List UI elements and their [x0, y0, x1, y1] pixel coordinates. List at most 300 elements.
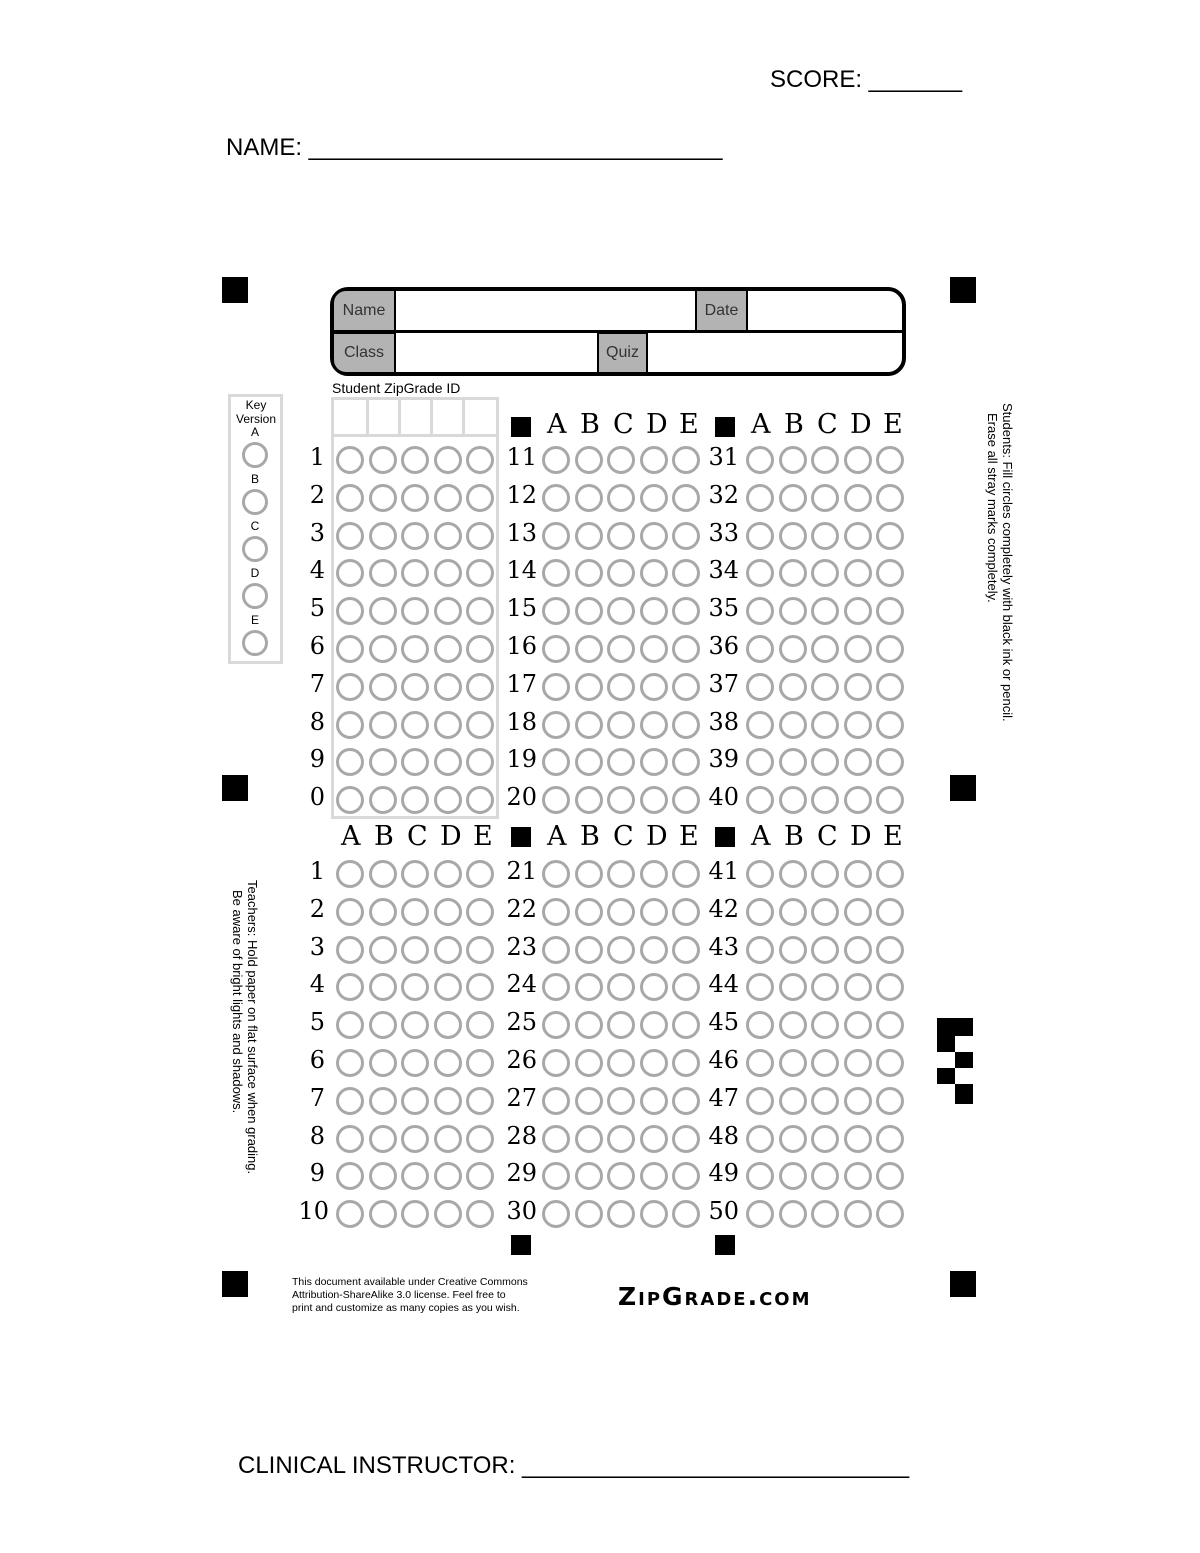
question-bubble-48-A[interactable] — [746, 1125, 774, 1153]
student-id-bubble-2-C[interactable] — [401, 484, 429, 512]
question-bubble-35-C[interactable] — [811, 597, 839, 625]
question-bubble-32-D[interactable] — [844, 484, 872, 512]
question-bubble-35-A[interactable] — [746, 597, 774, 625]
question-bubble-13-E[interactable] — [672, 522, 700, 550]
question-bubble-17-D[interactable] — [640, 673, 668, 701]
student-id-bubble-5-D[interactable] — [434, 597, 462, 625]
student-id-bubble-7-C[interactable] — [401, 673, 429, 701]
date-field[interactable] — [748, 290, 898, 330]
question-bubble-6-C[interactable] — [401, 1049, 429, 1077]
question-bubble-50-C[interactable] — [811, 1200, 839, 1228]
question-bubble-9-A[interactable] — [336, 1162, 364, 1190]
question-bubble-33-C[interactable] — [811, 522, 839, 550]
question-bubble-12-D[interactable] — [640, 484, 668, 512]
question-bubble-15-C[interactable] — [607, 597, 635, 625]
question-bubble-5-C[interactable] — [401, 1011, 429, 1039]
question-bubble-23-E[interactable] — [672, 936, 700, 964]
question-bubble-14-B[interactable] — [575, 559, 603, 587]
question-bubble-30-D[interactable] — [640, 1200, 668, 1228]
question-bubble-14-E[interactable] — [672, 559, 700, 587]
question-bubble-4-A[interactable] — [336, 973, 364, 1001]
question-bubble-35-E[interactable] — [876, 597, 904, 625]
question-bubble-16-D[interactable] — [640, 635, 668, 663]
question-bubble-27-A[interactable] — [542, 1087, 570, 1115]
question-bubble-21-B[interactable] — [575, 860, 603, 888]
question-bubble-36-C[interactable] — [811, 635, 839, 663]
question-bubble-6-B[interactable] — [369, 1049, 397, 1077]
question-bubble-11-C[interactable] — [607, 446, 635, 474]
question-bubble-50-E[interactable] — [876, 1200, 904, 1228]
question-bubble-38-E[interactable] — [876, 711, 904, 739]
student-id-bubble-6-D[interactable] — [434, 635, 462, 663]
question-bubble-27-B[interactable] — [575, 1087, 603, 1115]
question-bubble-42-C[interactable] — [811, 898, 839, 926]
question-bubble-38-D[interactable] — [844, 711, 872, 739]
student-id-bubble-0-D[interactable] — [434, 786, 462, 814]
question-bubble-21-E[interactable] — [672, 860, 700, 888]
question-bubble-18-B[interactable] — [575, 711, 603, 739]
question-bubble-32-A[interactable] — [746, 484, 774, 512]
student-id-bubble-5-A[interactable] — [336, 597, 364, 625]
question-bubble-31-C[interactable] — [811, 446, 839, 474]
question-bubble-23-B[interactable] — [575, 936, 603, 964]
question-bubble-40-C[interactable] — [811, 786, 839, 814]
question-bubble-41-E[interactable] — [876, 860, 904, 888]
question-bubble-17-E[interactable] — [672, 673, 700, 701]
question-bubble-1-D[interactable] — [434, 860, 462, 888]
question-bubble-14-A[interactable] — [542, 559, 570, 587]
question-bubble-27-E[interactable] — [672, 1087, 700, 1115]
question-bubble-28-A[interactable] — [542, 1125, 570, 1153]
student-id-bubble-7-B[interactable] — [369, 673, 397, 701]
student-id-bubble-9-D[interactable] — [434, 748, 462, 776]
question-bubble-36-B[interactable] — [779, 635, 807, 663]
student-id-bubble-3-C[interactable] — [401, 522, 429, 550]
question-bubble-43-E[interactable] — [876, 936, 904, 964]
student-id-bubble-8-E[interactable] — [466, 711, 494, 739]
question-bubble-29-D[interactable] — [640, 1162, 668, 1190]
question-bubble-29-B[interactable] — [575, 1162, 603, 1190]
question-bubble-33-B[interactable] — [779, 522, 807, 550]
question-bubble-44-E[interactable] — [876, 973, 904, 1001]
question-bubble-46-A[interactable] — [746, 1049, 774, 1077]
question-bubble-29-E[interactable] — [672, 1162, 700, 1190]
question-bubble-40-A[interactable] — [746, 786, 774, 814]
question-bubble-2-D[interactable] — [434, 898, 462, 926]
question-bubble-6-D[interactable] — [434, 1049, 462, 1077]
question-bubble-48-D[interactable] — [844, 1125, 872, 1153]
question-bubble-38-A[interactable] — [746, 711, 774, 739]
question-bubble-22-E[interactable] — [672, 898, 700, 926]
student-id-bubble-8-D[interactable] — [434, 711, 462, 739]
question-bubble-39-C[interactable] — [811, 748, 839, 776]
student-id-bubble-2-E[interactable] — [466, 484, 494, 512]
question-bubble-2-B[interactable] — [369, 898, 397, 926]
question-bubble-46-D[interactable] — [844, 1049, 872, 1077]
question-bubble-35-B[interactable] — [779, 597, 807, 625]
student-id-bubble-0-A[interactable] — [336, 786, 364, 814]
student-id-bubble-0-E[interactable] — [466, 786, 494, 814]
question-bubble-37-D[interactable] — [844, 673, 872, 701]
question-bubble-18-D[interactable] — [640, 711, 668, 739]
class-field[interactable] — [396, 333, 597, 373]
question-bubble-30-B[interactable] — [575, 1200, 603, 1228]
question-bubble-11-A[interactable] — [542, 446, 570, 474]
question-bubble-19-E[interactable] — [672, 748, 700, 776]
student-id-bubble-0-C[interactable] — [401, 786, 429, 814]
question-bubble-4-C[interactable] — [401, 973, 429, 1001]
question-bubble-12-E[interactable] — [672, 484, 700, 512]
question-bubble-16-A[interactable] — [542, 635, 570, 663]
question-bubble-19-A[interactable] — [542, 748, 570, 776]
question-bubble-46-B[interactable] — [779, 1049, 807, 1077]
student-id-bubble-1-A[interactable] — [336, 446, 364, 474]
question-bubble-4-B[interactable] — [369, 973, 397, 1001]
question-bubble-1-E[interactable] — [466, 860, 494, 888]
question-bubble-15-B[interactable] — [575, 597, 603, 625]
question-bubble-48-E[interactable] — [876, 1125, 904, 1153]
question-bubble-45-A[interactable] — [746, 1011, 774, 1039]
question-bubble-42-E[interactable] — [876, 898, 904, 926]
question-bubble-18-A[interactable] — [542, 711, 570, 739]
question-bubble-40-B[interactable] — [779, 786, 807, 814]
question-bubble-8-A[interactable] — [336, 1125, 364, 1153]
question-bubble-36-D[interactable] — [844, 635, 872, 663]
student-id-bubble-0-B[interactable] — [369, 786, 397, 814]
student-id-bubble-7-D[interactable] — [434, 673, 462, 701]
question-bubble-12-A[interactable] — [542, 484, 570, 512]
question-bubble-7-D[interactable] — [434, 1087, 462, 1115]
question-bubble-48-C[interactable] — [811, 1125, 839, 1153]
question-bubble-2-C[interactable] — [401, 898, 429, 926]
student-id-bubble-2-A[interactable] — [336, 484, 364, 512]
question-bubble-44-A[interactable] — [746, 973, 774, 1001]
key-version-bubble-C[interactable] — [242, 536, 268, 562]
question-bubble-6-E[interactable] — [466, 1049, 494, 1077]
question-bubble-34-C[interactable] — [811, 559, 839, 587]
student-id-bubble-7-E[interactable] — [466, 673, 494, 701]
question-bubble-44-D[interactable] — [844, 973, 872, 1001]
question-bubble-11-E[interactable] — [672, 446, 700, 474]
question-bubble-38-B[interactable] — [779, 711, 807, 739]
question-bubble-29-A[interactable] — [542, 1162, 570, 1190]
question-bubble-19-B[interactable] — [575, 748, 603, 776]
question-bubble-27-D[interactable] — [640, 1087, 668, 1115]
question-bubble-28-E[interactable] — [672, 1125, 700, 1153]
question-bubble-40-D[interactable] — [844, 786, 872, 814]
question-bubble-6-A[interactable] — [336, 1049, 364, 1077]
question-bubble-19-D[interactable] — [640, 748, 668, 776]
question-bubble-23-D[interactable] — [640, 936, 668, 964]
question-bubble-24-C[interactable] — [607, 973, 635, 1001]
question-bubble-37-C[interactable] — [811, 673, 839, 701]
question-bubble-34-A[interactable] — [746, 559, 774, 587]
question-bubble-28-C[interactable] — [607, 1125, 635, 1153]
question-bubble-21-A[interactable] — [542, 860, 570, 888]
question-bubble-22-C[interactable] — [607, 898, 635, 926]
question-bubble-32-B[interactable] — [779, 484, 807, 512]
question-bubble-47-E[interactable] — [876, 1087, 904, 1115]
question-bubble-28-D[interactable] — [640, 1125, 668, 1153]
question-bubble-11-D[interactable] — [640, 446, 668, 474]
question-bubble-47-B[interactable] — [779, 1087, 807, 1115]
question-bubble-14-C[interactable] — [607, 559, 635, 587]
question-bubble-42-D[interactable] — [844, 898, 872, 926]
question-bubble-8-E[interactable] — [466, 1125, 494, 1153]
question-bubble-11-B[interactable] — [575, 446, 603, 474]
question-bubble-45-D[interactable] — [844, 1011, 872, 1039]
question-bubble-31-D[interactable] — [844, 446, 872, 474]
question-bubble-33-E[interactable] — [876, 522, 904, 550]
question-bubble-50-D[interactable] — [844, 1200, 872, 1228]
question-bubble-31-A[interactable] — [746, 446, 774, 474]
question-bubble-7-C[interactable] — [401, 1087, 429, 1115]
question-bubble-33-A[interactable] — [746, 522, 774, 550]
question-bubble-41-A[interactable] — [746, 860, 774, 888]
question-bubble-35-D[interactable] — [844, 597, 872, 625]
question-bubble-39-D[interactable] — [844, 748, 872, 776]
question-bubble-21-C[interactable] — [607, 860, 635, 888]
question-bubble-31-E[interactable] — [876, 446, 904, 474]
student-id-bubble-1-D[interactable] — [434, 446, 462, 474]
question-bubble-49-A[interactable] — [746, 1162, 774, 1190]
question-bubble-24-E[interactable] — [672, 973, 700, 1001]
student-id-bubble-7-A[interactable] — [336, 673, 364, 701]
question-bubble-45-E[interactable] — [876, 1011, 904, 1039]
question-bubble-26-C[interactable] — [607, 1049, 635, 1077]
question-bubble-10-C[interactable] — [401, 1200, 429, 1228]
question-bubble-9-C[interactable] — [401, 1162, 429, 1190]
student-id-bubble-6-C[interactable] — [401, 635, 429, 663]
key-version-bubble-E[interactable] — [242, 630, 268, 656]
quiz-field[interactable] — [648, 333, 898, 373]
question-bubble-8-D[interactable] — [434, 1125, 462, 1153]
question-bubble-5-E[interactable] — [466, 1011, 494, 1039]
question-bubble-30-A[interactable] — [542, 1200, 570, 1228]
student-id-bubble-2-D[interactable] — [434, 484, 462, 512]
student-id-bubble-1-E[interactable] — [466, 446, 494, 474]
student-id-bubble-4-B[interactable] — [369, 559, 397, 587]
question-bubble-39-A[interactable] — [746, 748, 774, 776]
question-bubble-49-C[interactable] — [811, 1162, 839, 1190]
question-bubble-8-B[interactable] — [369, 1125, 397, 1153]
question-bubble-46-E[interactable] — [876, 1049, 904, 1077]
question-bubble-38-C[interactable] — [811, 711, 839, 739]
question-bubble-47-C[interactable] — [811, 1087, 839, 1115]
question-bubble-49-B[interactable] — [779, 1162, 807, 1190]
question-bubble-3-B[interactable] — [369, 936, 397, 964]
question-bubble-21-D[interactable] — [640, 860, 668, 888]
question-bubble-5-D[interactable] — [434, 1011, 462, 1039]
question-bubble-44-C[interactable] — [811, 973, 839, 1001]
question-bubble-37-B[interactable] — [779, 673, 807, 701]
question-bubble-43-C[interactable] — [811, 936, 839, 964]
question-bubble-32-C[interactable] — [811, 484, 839, 512]
question-bubble-17-A[interactable] — [542, 673, 570, 701]
question-bubble-34-B[interactable] — [779, 559, 807, 587]
question-bubble-12-C[interactable] — [607, 484, 635, 512]
question-bubble-16-E[interactable] — [672, 635, 700, 663]
question-bubble-1-B[interactable] — [369, 860, 397, 888]
student-id-bubble-3-E[interactable] — [466, 522, 494, 550]
question-bubble-39-E[interactable] — [876, 748, 904, 776]
key-version-bubble-A[interactable] — [242, 442, 268, 468]
question-bubble-24-D[interactable] — [640, 973, 668, 1001]
question-bubble-15-D[interactable] — [640, 597, 668, 625]
question-bubble-4-E[interactable] — [466, 973, 494, 1001]
question-bubble-16-C[interactable] — [607, 635, 635, 663]
question-bubble-20-E[interactable] — [672, 786, 700, 814]
question-bubble-36-A[interactable] — [746, 635, 774, 663]
student-id-bubble-8-C[interactable] — [401, 711, 429, 739]
student-id-bubble-6-E[interactable] — [466, 635, 494, 663]
question-bubble-34-E[interactable] — [876, 559, 904, 587]
question-bubble-26-A[interactable] — [542, 1049, 570, 1077]
question-bubble-17-B[interactable] — [575, 673, 603, 701]
question-bubble-49-D[interactable] — [844, 1162, 872, 1190]
question-bubble-43-B[interactable] — [779, 936, 807, 964]
question-bubble-9-D[interactable] — [434, 1162, 462, 1190]
question-bubble-46-C[interactable] — [811, 1049, 839, 1077]
question-bubble-3-E[interactable] — [466, 936, 494, 964]
student-id-bubble-5-B[interactable] — [369, 597, 397, 625]
question-bubble-7-B[interactable] — [369, 1087, 397, 1115]
question-bubble-20-A[interactable] — [542, 786, 570, 814]
question-bubble-14-D[interactable] — [640, 559, 668, 587]
name-field[interactable] — [396, 290, 695, 330]
question-bubble-24-A[interactable] — [542, 973, 570, 1001]
question-bubble-13-D[interactable] — [640, 522, 668, 550]
question-bubble-18-E[interactable] — [672, 711, 700, 739]
question-bubble-47-D[interactable] — [844, 1087, 872, 1115]
question-bubble-25-B[interactable] — [575, 1011, 603, 1039]
student-id-bubble-3-B[interactable] — [369, 522, 397, 550]
question-bubble-33-D[interactable] — [844, 522, 872, 550]
question-bubble-15-E[interactable] — [672, 597, 700, 625]
question-bubble-47-A[interactable] — [746, 1087, 774, 1115]
question-bubble-31-B[interactable] — [779, 446, 807, 474]
question-bubble-3-C[interactable] — [401, 936, 429, 964]
question-bubble-44-B[interactable] — [779, 973, 807, 1001]
question-bubble-16-B[interactable] — [575, 635, 603, 663]
student-id-bubble-3-A[interactable] — [336, 522, 364, 550]
question-bubble-4-D[interactable] — [434, 973, 462, 1001]
question-bubble-15-A[interactable] — [542, 597, 570, 625]
student-id-bubble-2-B[interactable] — [369, 484, 397, 512]
question-bubble-34-D[interactable] — [844, 559, 872, 587]
question-bubble-26-E[interactable] — [672, 1049, 700, 1077]
question-bubble-1-C[interactable] — [401, 860, 429, 888]
question-bubble-22-A[interactable] — [542, 898, 570, 926]
question-bubble-3-D[interactable] — [434, 936, 462, 964]
question-bubble-25-A[interactable] — [542, 1011, 570, 1039]
student-id-bubble-4-D[interactable] — [434, 559, 462, 587]
question-bubble-26-B[interactable] — [575, 1049, 603, 1077]
question-bubble-37-E[interactable] — [876, 673, 904, 701]
question-bubble-7-A[interactable] — [336, 1087, 364, 1115]
question-bubble-37-A[interactable] — [746, 673, 774, 701]
question-bubble-9-E[interactable] — [466, 1162, 494, 1190]
question-bubble-43-A[interactable] — [746, 936, 774, 964]
question-bubble-42-B[interactable] — [779, 898, 807, 926]
student-id-bubble-8-A[interactable] — [336, 711, 364, 739]
student-id-bubble-1-B[interactable] — [369, 446, 397, 474]
question-bubble-25-D[interactable] — [640, 1011, 668, 1039]
question-bubble-2-E[interactable] — [466, 898, 494, 926]
question-bubble-25-E[interactable] — [672, 1011, 700, 1039]
question-bubble-40-E[interactable] — [876, 786, 904, 814]
question-bubble-26-D[interactable] — [640, 1049, 668, 1077]
question-bubble-3-A[interactable] — [336, 936, 364, 964]
key-version-bubble-B[interactable] — [242, 489, 268, 515]
question-bubble-5-B[interactable] — [369, 1011, 397, 1039]
student-id-bubble-9-B[interactable] — [369, 748, 397, 776]
question-bubble-42-A[interactable] — [746, 898, 774, 926]
student-id-entry-row[interactable] — [334, 400, 496, 437]
key-version-bubble-D[interactable] — [242, 583, 268, 609]
question-bubble-7-E[interactable] — [466, 1087, 494, 1115]
question-bubble-45-B[interactable] — [779, 1011, 807, 1039]
question-bubble-13-C[interactable] — [607, 522, 635, 550]
question-bubble-13-A[interactable] — [542, 522, 570, 550]
question-bubble-17-C[interactable] — [607, 673, 635, 701]
student-id-bubble-5-E[interactable] — [466, 597, 494, 625]
question-bubble-48-B[interactable] — [779, 1125, 807, 1153]
question-bubble-1-A[interactable] — [336, 860, 364, 888]
question-bubble-43-D[interactable] — [844, 936, 872, 964]
question-bubble-22-D[interactable] — [640, 898, 668, 926]
student-id-bubble-3-D[interactable] — [434, 522, 462, 550]
question-bubble-10-A[interactable] — [336, 1200, 364, 1228]
question-bubble-50-A[interactable] — [746, 1200, 774, 1228]
question-bubble-13-B[interactable] — [575, 522, 603, 550]
student-id-bubble-6-A[interactable] — [336, 635, 364, 663]
question-bubble-39-B[interactable] — [779, 748, 807, 776]
question-bubble-25-C[interactable] — [607, 1011, 635, 1039]
question-bubble-24-B[interactable] — [575, 973, 603, 1001]
question-bubble-10-D[interactable] — [434, 1200, 462, 1228]
question-bubble-28-B[interactable] — [575, 1125, 603, 1153]
question-bubble-49-E[interactable] — [876, 1162, 904, 1190]
question-bubble-41-D[interactable] — [844, 860, 872, 888]
question-bubble-23-A[interactable] — [542, 936, 570, 964]
question-bubble-29-C[interactable] — [607, 1162, 635, 1190]
question-bubble-8-C[interactable] — [401, 1125, 429, 1153]
question-bubble-2-A[interactable] — [336, 898, 364, 926]
question-bubble-19-C[interactable] — [607, 748, 635, 776]
question-bubble-41-B[interactable] — [779, 860, 807, 888]
question-bubble-9-B[interactable] — [369, 1162, 397, 1190]
question-bubble-36-E[interactable] — [876, 635, 904, 663]
question-bubble-20-C[interactable] — [607, 786, 635, 814]
question-bubble-30-E[interactable] — [672, 1200, 700, 1228]
student-id-bubble-6-B[interactable] — [369, 635, 397, 663]
question-bubble-18-C[interactable] — [607, 711, 635, 739]
question-bubble-23-C[interactable] — [607, 936, 635, 964]
student-id-bubble-1-C[interactable] — [401, 446, 429, 474]
student-id-bubble-8-B[interactable] — [369, 711, 397, 739]
question-bubble-50-B[interactable] — [779, 1200, 807, 1228]
question-bubble-10-B[interactable] — [369, 1200, 397, 1228]
question-bubble-41-C[interactable] — [811, 860, 839, 888]
question-bubble-5-A[interactable] — [336, 1011, 364, 1039]
question-bubble-45-C[interactable] — [811, 1011, 839, 1039]
question-bubble-32-E[interactable] — [876, 484, 904, 512]
question-bubble-20-D[interactable] — [640, 786, 668, 814]
question-bubble-12-B[interactable] — [575, 484, 603, 512]
question-bubble-30-C[interactable] — [607, 1200, 635, 1228]
question-bubble-20-B[interactable] — [575, 786, 603, 814]
